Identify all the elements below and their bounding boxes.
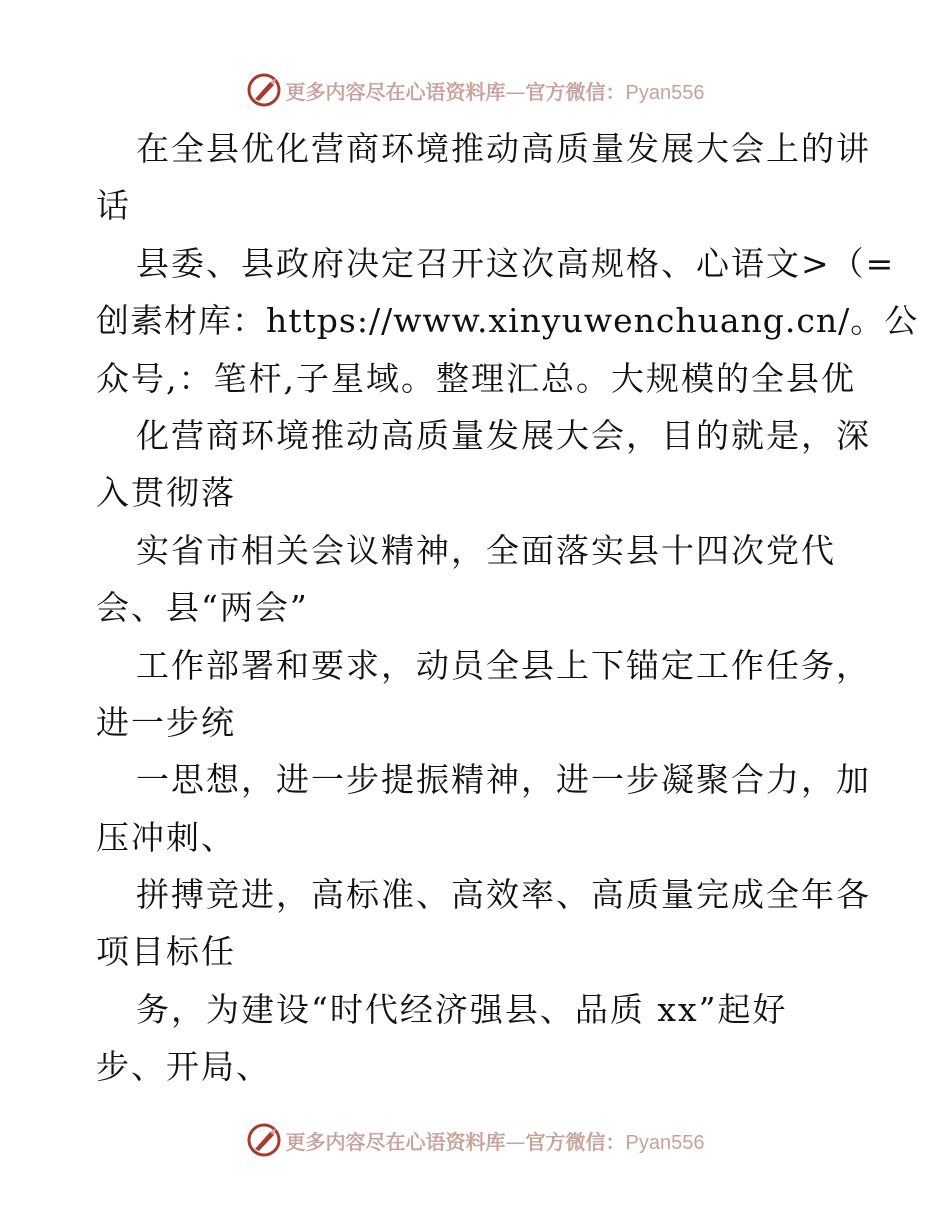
doc-line-6: 化营商环境推动高质量发展大会，目的就是，深 <box>136 415 871 455</box>
doc-line-13: 压冲刺、 <box>96 817 236 857</box>
doc-line-2: 话 <box>96 186 131 226</box>
doc-line-9: 会、县“两会” <box>96 588 309 628</box>
quill-logo-icon <box>246 72 282 108</box>
doc-line-3: 县委、县政府决定召开这次高规格、心语文>（= <box>136 243 896 283</box>
doc-line-7: 入贯彻落 <box>96 473 236 513</box>
document-body <box>96 120 919 1096</box>
quill-logo-icon <box>246 1122 282 1158</box>
doc-line-4: 创素材库：https://www.xinyuwenchuang.cn/。公 <box>96 301 919 341</box>
doc-line-16: 务，为建设“时代经济强县、品质 xx”起好 <box>136 989 788 1029</box>
doc-line-15: 项目标任 <box>96 932 236 972</box>
doc-line-8: 实省市相关会议精神，全面落实县十四次党代 <box>136 530 836 570</box>
doc-line-5: 众号,：笔杆,子星域。整理汇总。大规模的全县优 <box>96 358 856 398</box>
doc-line-11: 进一步统 <box>96 702 236 742</box>
doc-line-14: 拼搏竞进，高标准、高效率、高质量完成全年各 <box>136 875 871 915</box>
header-watermark <box>0 70 950 110</box>
doc-line-10: 工作部署和要求，动员全县上下锚定工作任务， <box>136 645 871 685</box>
doc-line-1: 在全县优化营商环境推动高质量发展大会上的讲 <box>136 129 871 168</box>
doc-line-12: 一思想，进一步提振精神，进一步凝聚合力，加 <box>136 760 871 800</box>
doc-line-17: 步、开局、 <box>96 1047 271 1087</box>
watermark-text: 更多内容尽在心语资料库—官方微信：Pyan556 <box>285 79 705 104</box>
watermark-text: 更多内容尽在心语资料库—官方微信：Pyan556 <box>285 1129 705 1154</box>
footer-watermark <box>0 1120 950 1160</box>
